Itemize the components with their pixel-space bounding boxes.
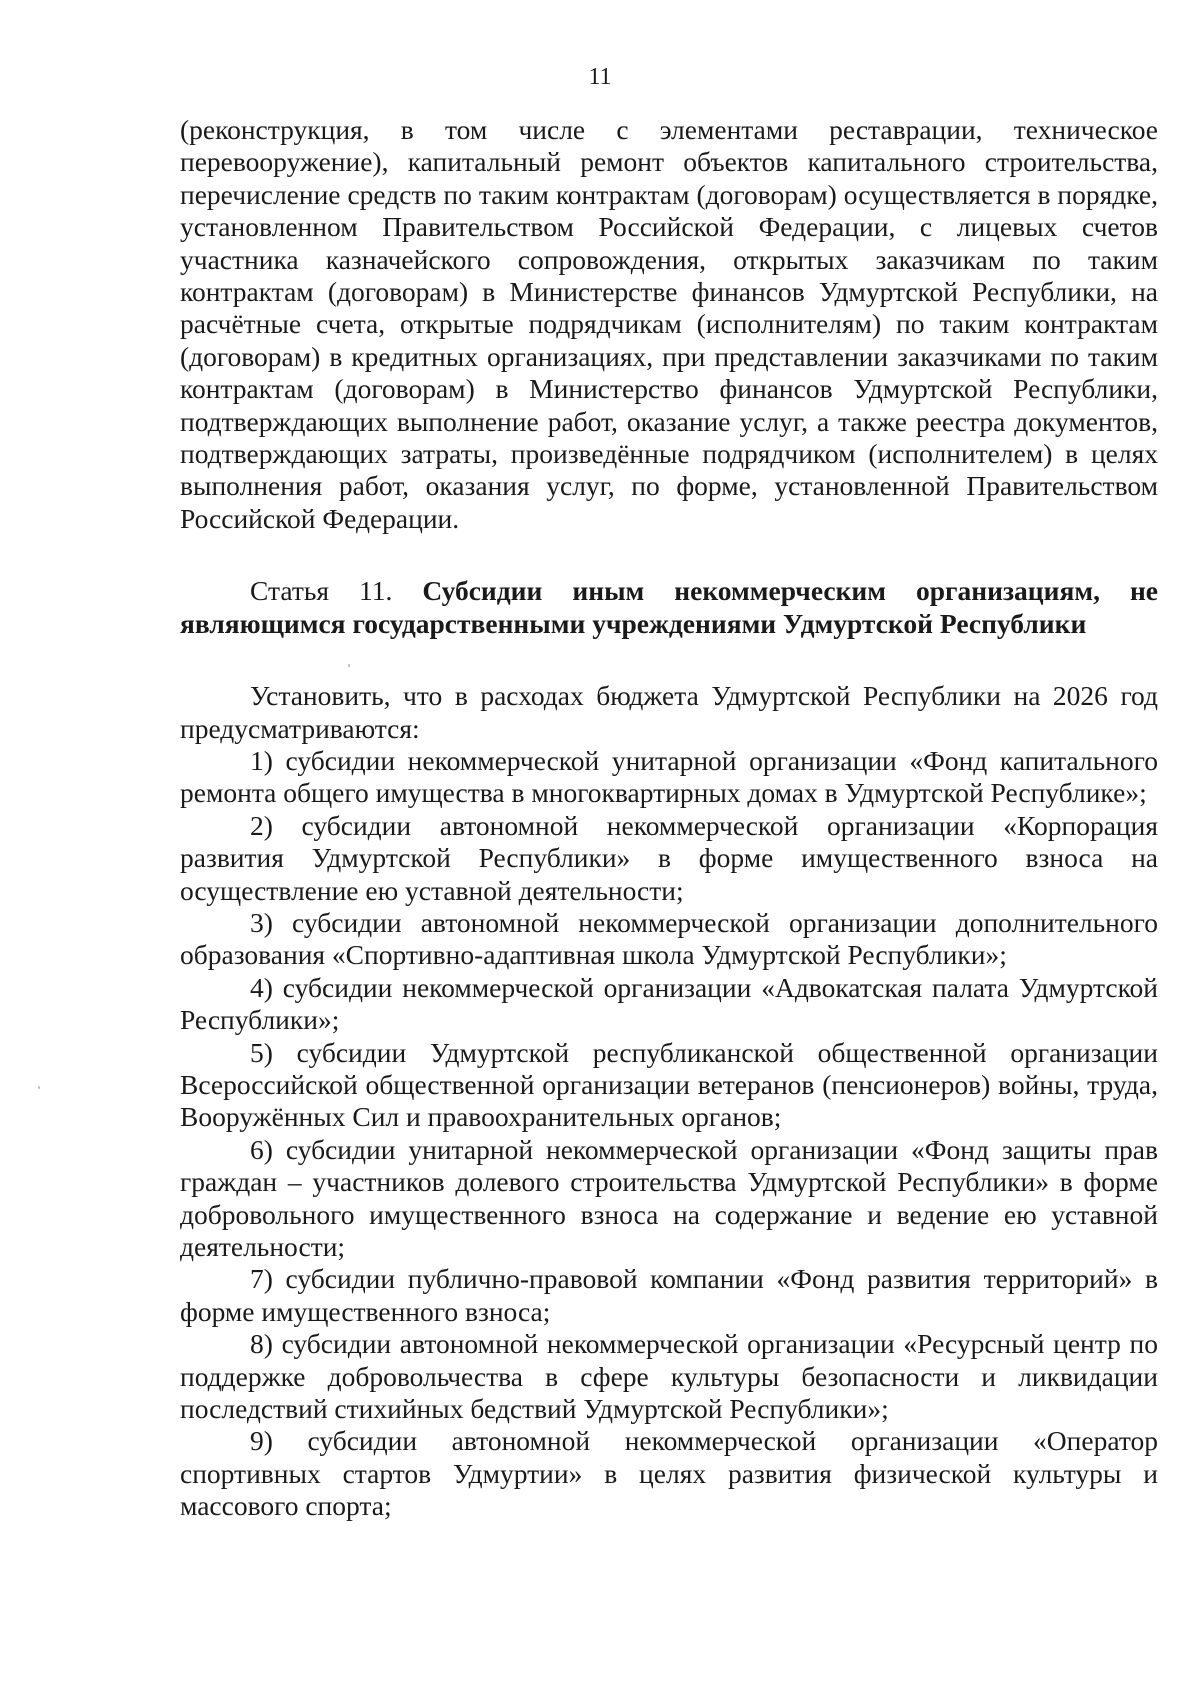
page-number: 11 [588, 64, 612, 90]
list-item: 3) субсидии автономной некоммерческой организации дополнительного образования «Спортивно-адаптивная школа Удмуртской Республики»; [180, 906, 1158, 971]
list-item: 1) субсидии некоммерческой унитарной организации «Фонд капитального ремонта общего имущества в многоквартирных домах в Удмуртской Республике»; [180, 744, 1158, 809]
list-item: 9) субсидии автономной некоммерческой организации «Оператор спортивных стартов Удмуртии» в целях развития физической культуры и массового спорта; [180, 1425, 1158, 1522]
article-title: Субсидии иным некоммерческим организациям, не являющимся государственными учреждениями Удмуртской Республики [180, 575, 1158, 639]
scan-speck [348, 664, 350, 667]
lead-paragraph: Установить, что в расходах бюджета Удмуртской Республики на 2026 год предусматриваются: [180, 680, 1158, 744]
document-body [180, 114, 1158, 1523]
list-item: 2) субсидии автономной некоммерческой организации «Корпорация развития Удмуртской Республики» в форме имущественного взноса на осуществление ею уставной деятельности; [180, 809, 1158, 906]
article-heading [180, 575, 1158, 640]
scan-speck [38, 1086, 40, 1089]
list-item: 5) субсидии Удмуртской республиканской общественной организации Всероссийской общественной организации ветеранов (пенсионеров) войны, труда, Вооружённых Сил и правоохранительных органов; [180, 1036, 1158, 1133]
list-item: 4) субсидии некоммерческой организации «Адвокатская палата Удмуртской Республики»; [180, 971, 1158, 1036]
subsidy-list [180, 745, 1158, 1523]
intro-paragraph: (реконструкция, в том числе с элементами реставрации, техническое перевооружение), капитальный ремонт объектов капитального строительства, перечисление средств по таким контрактам (договорам) осуществляется в порядке, установленном Правительством Российской Федерации, с лицевых счетов участника казначейского сопровождения, открытых заказчикам по таким контрактам (договорам) в Министерстве финансов Удмуртской Республики, на расчётные счета, открытые подрядчикам (исполнителям) по таким контрактам (договорам) в кредитных организациях, при представлении заказчиками по таким контрактам (договорам) в Министерство финансов Удмуртской Республики, подтверждающих выполнение работ, оказание услуг, а также реестра документов, подтверждающих затраты, произведённые подрядчиком (исполнителем) в целях выполнения работ, оказания услуг, по форме, установленной Правительством Российской Федерации. [180, 114, 1158, 534]
list-item: 6) субсидии унитарной некоммерческой организации «Фонд защиты прав граждан – участников долевого строительства Удмуртской Республики» в форме добровольного имущественного взноса на содержание и ведение ею уставной деятельности; [180, 1133, 1158, 1262]
list-item: 8) субсидии автономной некоммерческой организации «Ресурсный центр по поддержке добровольчества в сфере культуры безопасности и ликвидации последствий стихийных бедствий Удмуртской Республики»; [180, 1328, 1158, 1425]
list-item: 7) субсидии публично-правовой компании «Фонд развития территорий» в форме имущественного взноса; [180, 1263, 1158, 1327]
article-prefix: Статья 11. [250, 575, 423, 607]
